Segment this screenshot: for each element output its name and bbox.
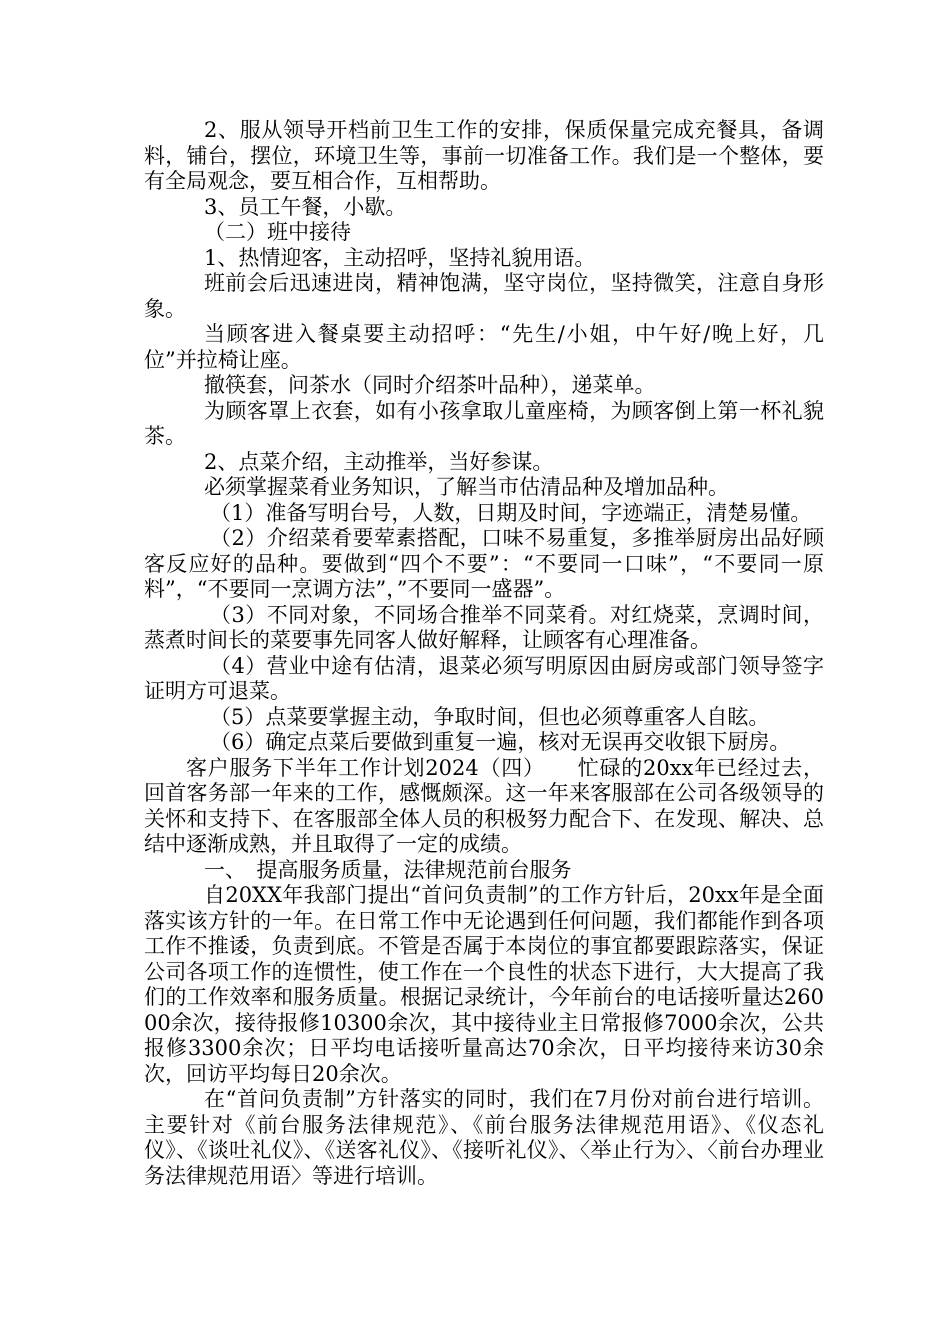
paragraph: 班前会后迅速进岗，精神饱满，坚守岗位，坚持微笑，注意自身形象。 — [144, 271, 824, 321]
list-item: （4）营业中途有估清，退菜必须写明原因由厨房或部门领导签字证明方可退菜。 — [144, 653, 824, 703]
paragraph: 1、热情迎客，主动招呼，坚持礼貌用语。 — [204, 245, 596, 270]
paragraph: 为顾客罩上衣套，如有小孩拿取儿童座椅，为顾客倒上第一杯礼貌茶。 — [144, 398, 824, 448]
paragraph: 自20XX年我部门提出“首问负责制”的工作方针后，20xx年是全面落实该方针的一年。在日常工作中无论遇到任何问题，我们都能作到各项工作不推诿，负责到底。不管是否属于本岗位的事宜都要跟踪落实，保证公司各项工作的连惯性，使工作在一个良性的状态下进行，大大提高了我们的工作效率和服务质量。根据记录统计，今年前台的电话接听量达26000余次，接待报修10300余次，其中接待业主日常报修7000余次，公共报修3300余次；日平均电话接听量高达70余次，日平均接待来访30余次，回访平均每日20余次。 — [144, 883, 824, 1086]
list-item: （3）不同对象，不同场合推举不同菜肴。对红烧菜，烹调时间，蒸煮时间长的菜要事先同客人做好解释，让顾客有心理准备。 — [144, 602, 824, 652]
list-item: （5）点菜要掌握主动，争取时间，但也必须尊重客人自眩。 — [210, 704, 770, 729]
section-heading: （二）班中接待 — [204, 220, 351, 244]
section-heading: 一、 提高服务质量，法律规范前台服务 — [204, 857, 572, 882]
list-item: （2）介绍菜肴要荤素搭配，口味不易重复，多推举厨房出品好顾客反应好的品种。要做到“四个不要”：“不要同一口味”，“不要同一原料”，“不要同一烹调方法”，”不要同一盛器”。 — [144, 526, 824, 601]
paragraph: 3、员工午餐，小歇。 — [204, 194, 407, 219]
list-item: （1）准备写明台号，人数，日期及时间，字迹端正，清楚易懂。 — [210, 500, 812, 525]
paragraph: 撤筷套，问茶水（同时介绍茶叶品种），递菜单。 — [204, 373, 656, 397]
list-item: （6）确定点菜后要做到重复一遍，核对无误再交收银下厨房。 — [210, 730, 791, 754]
paragraph: 2、服从领导开档前卫生工作的安排，保质保量完成充餐具，备调料，铺台，摆位，环境卫生等，事前一切准备工作。我们是一个整体，要有全局观念，要互相合作，互相帮助。 — [144, 118, 824, 193]
document-page — [144, 118, 824, 1189]
paragraph: 2、点菜介绍，主动推举，当好参谋。 — [204, 449, 554, 474]
paragraph: 在“首问负责制”方针落实的同时，我们在7月份对前台进行培训。主要针对《前台服务法律规范》、《前台服务法律规范用语》、《仪态礼仪》、《谈吐礼仪》、《送客礼仪》、《接听礼仪》、〈举止行为〉、〈前台办理业务法律规范用语〉等进行培训。 — [144, 1087, 824, 1188]
paragraph: 客户服务下半年工作计划2024（四） 忙碌的20xx年已经过去，回首客务部一年来的工作，感慨颇深。这一年来客服部在公司各级领导的关怀和支持下、在客服部全体人员的积极努力配合下、在发现、解决、总结中逐渐成熟，并且取得了一定的成绩。 — [144, 755, 824, 856]
paragraph: 必须掌握菜肴业务知识，了解当市估清品种及增加品种。 — [204, 475, 729, 499]
paragraph: 当顾客进入餐桌要主动招呼：“先生/小姐，中午好/晚上好，几位”并拉椅让座。 — [144, 322, 824, 372]
